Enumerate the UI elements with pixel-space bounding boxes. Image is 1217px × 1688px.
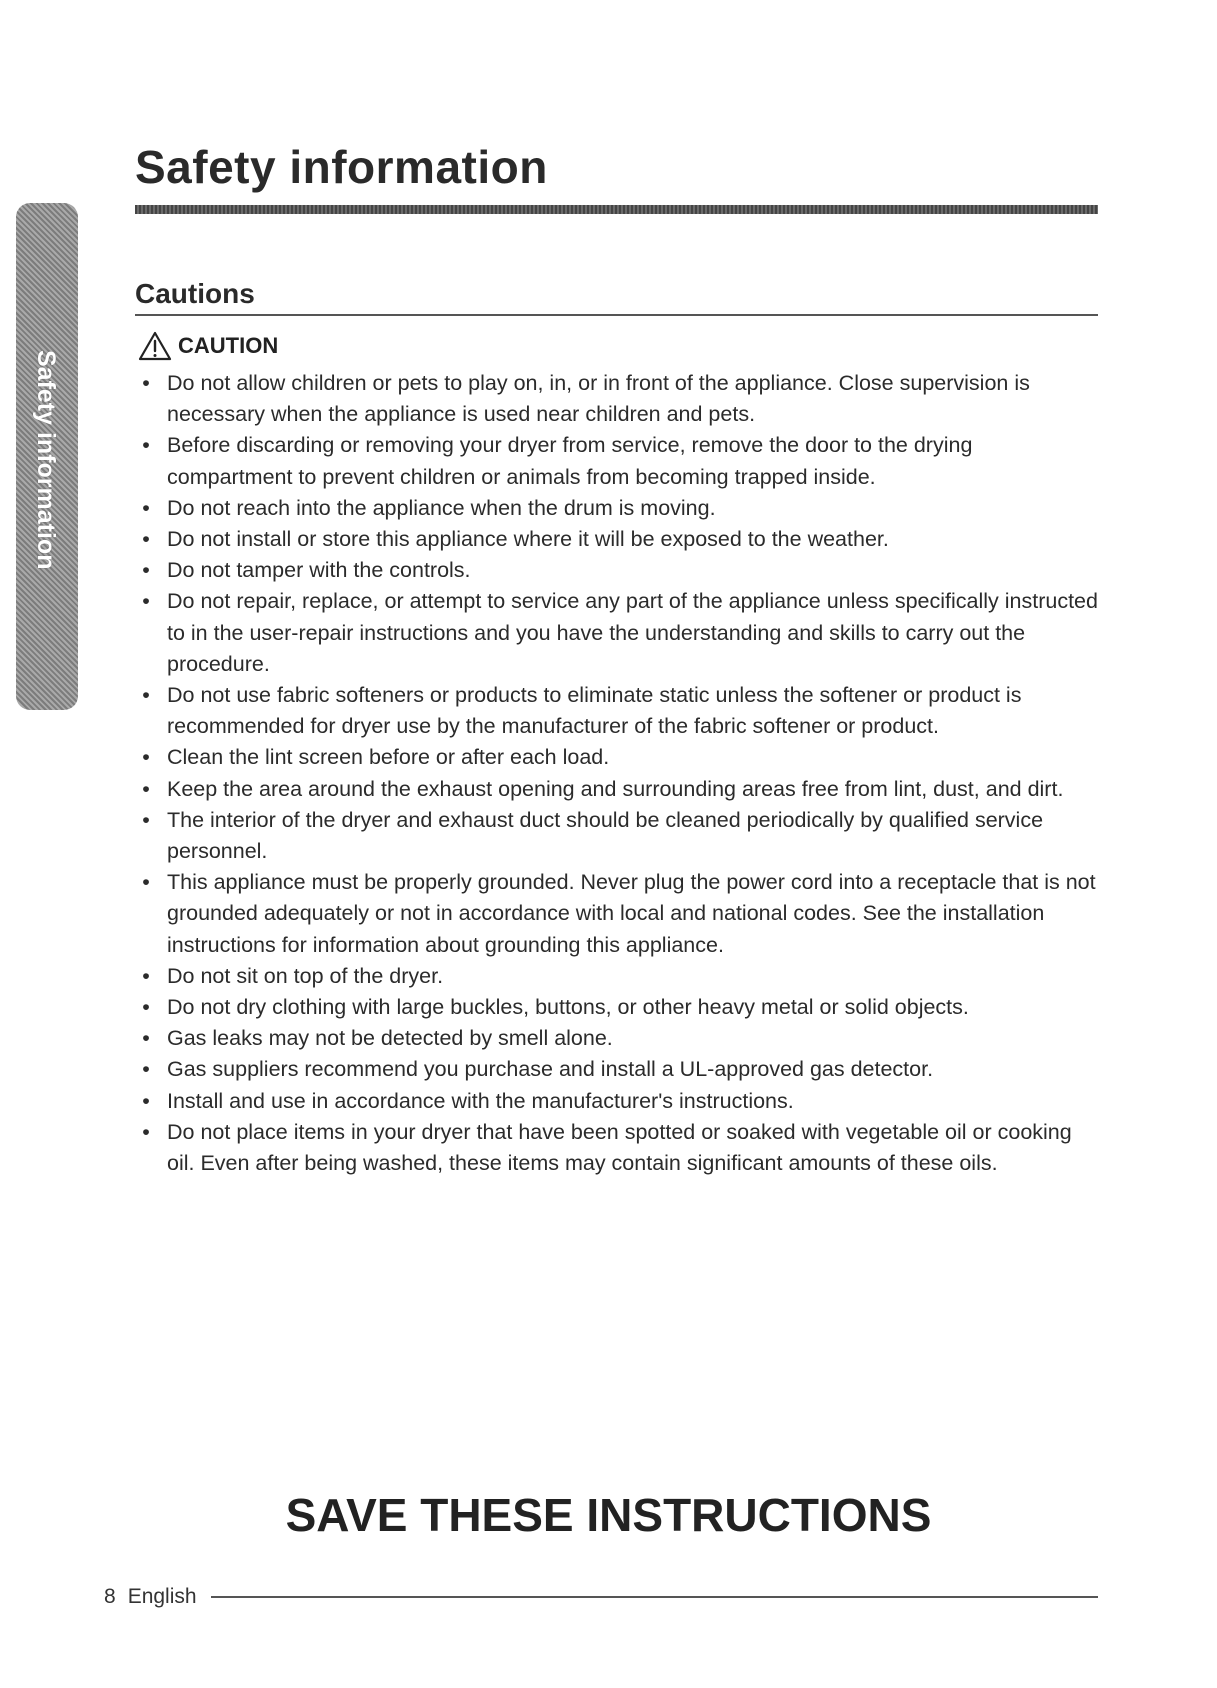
page-footer: [104, 1583, 1098, 1611]
caution-header: [138, 331, 278, 361]
list-item: [137, 680, 1102, 742]
page-language: English: [127, 1585, 197, 1608]
list-item: [137, 1117, 1102, 1179]
list-item: [137, 586, 1102, 680]
list-item-text: This appliance must be properly grounded. Never plug the power cord into a receptacle that is not grounded adequately or not in accordance with local and national codes. See the installation instructions for information about grounding this appliance.: [167, 870, 1096, 957]
list-item-text: Do not allow children or pets to play on, in, or in front of the appliance. Close supervision is necessary when the appliance is used near children and pets.: [167, 371, 1030, 427]
list-item-text: Before discarding or removing your dryer from service, remove the door to the drying compartment to prevent children or animals from becoming trapped inside.: [167, 433, 973, 489]
list-item: [137, 368, 1102, 430]
section-rule: [135, 314, 1098, 316]
warning-triangle-icon: [138, 331, 172, 361]
list-item-text: Keep the area around the exhaust opening and surrounding areas free from lint, dust, and dirt.: [167, 776, 1064, 801]
list-item: [137, 742, 1102, 773]
list-item-text: Do not tamper with the controls.: [167, 558, 471, 583]
list-item-text: Do not repair, replace, or attempt to service any part of the appliance unless specifically instructed to in the user-repair instructions and you have the understanding and skills to carry out the procedure.: [167, 589, 1098, 676]
list-item: [137, 1086, 1102, 1117]
list-item-text: Do not use fabric softeners or products to eliminate static unless the softener or product is recommended for dryer use by the manufacturer of the fabric softener or product.: [167, 683, 1022, 739]
caution-list: [137, 368, 1102, 1179]
caution-label: CAUTION: [178, 333, 279, 358]
list-item: [137, 524, 1102, 555]
title-rule: [135, 205, 1098, 214]
list-item: [137, 992, 1102, 1023]
list-item: [137, 1023, 1102, 1054]
page-number: 8: [104, 1585, 116, 1608]
list-item-text: The interior of the dryer and exhaust duct should be cleaned periodically by qualified service personnel.: [167, 807, 1044, 864]
list-item: [137, 867, 1102, 961]
page-title: Safety information: [135, 141, 548, 193]
bullet: •: [142, 807, 150, 832]
list-item: [137, 430, 1102, 492]
list-item-text: Do not install or store this appliance where it will be exposed to the weather.: [167, 527, 889, 552]
bullet: •: [142, 1057, 150, 1082]
side-tab-label: Safety information: [32, 350, 60, 570]
list-item-text: Do not place items in your dryer that have been spotted or soaked with vegetable oil or cooking oil. Even after being washed, these items may contain significant amounts of these oils.: [167, 1119, 1072, 1176]
section-heading: Cautions: [135, 278, 255, 309]
bullet: •: [142, 963, 150, 988]
list-item: [137, 1054, 1102, 1085]
bullet: •: [142, 1026, 150, 1051]
bullet: •: [142, 1119, 150, 1144]
bullet: •: [142, 995, 150, 1020]
closing-heading: SAVE THESE INSTRUCTIONS: [285, 1489, 932, 1541]
list-item-text: Install and use in accordance with the manufacturer's instructions.: [167, 1088, 794, 1113]
list-item: [137, 805, 1102, 867]
bullet: •: [142, 558, 150, 583]
bullet: •: [142, 495, 150, 520]
bullet: •: [142, 371, 150, 395]
bullet: •: [142, 527, 150, 552]
bullet: •: [142, 745, 150, 770]
bullet: •: [142, 683, 150, 708]
list-item: [137, 555, 1102, 586]
list-item-text: Do not dry clothing with large buckles, buttons, or other heavy metal or solid objects.: [167, 995, 969, 1020]
list-item-text: Clean the lint screen before or after each load.: [167, 745, 610, 770]
bullet: •: [142, 870, 150, 895]
list-item-text: Gas suppliers recommend you purchase and install a UL-approved gas detector.: [167, 1057, 934, 1082]
list-item-text: Do not reach into the appliance when the drum is moving.: [167, 495, 716, 520]
footer-rule: [211, 1596, 1098, 1598]
bullet: •: [142, 433, 150, 458]
bullet: •: [142, 776, 150, 801]
bullet: •: [142, 1088, 150, 1113]
list-item: [137, 961, 1102, 992]
list-item: [137, 493, 1102, 524]
list-item-text: Do not sit on top of the dryer.: [167, 963, 444, 988]
list-item: [137, 774, 1102, 805]
bullet: •: [142, 589, 150, 614]
list-item-text: Gas leaks may not be detected by smell alone.: [167, 1026, 613, 1051]
